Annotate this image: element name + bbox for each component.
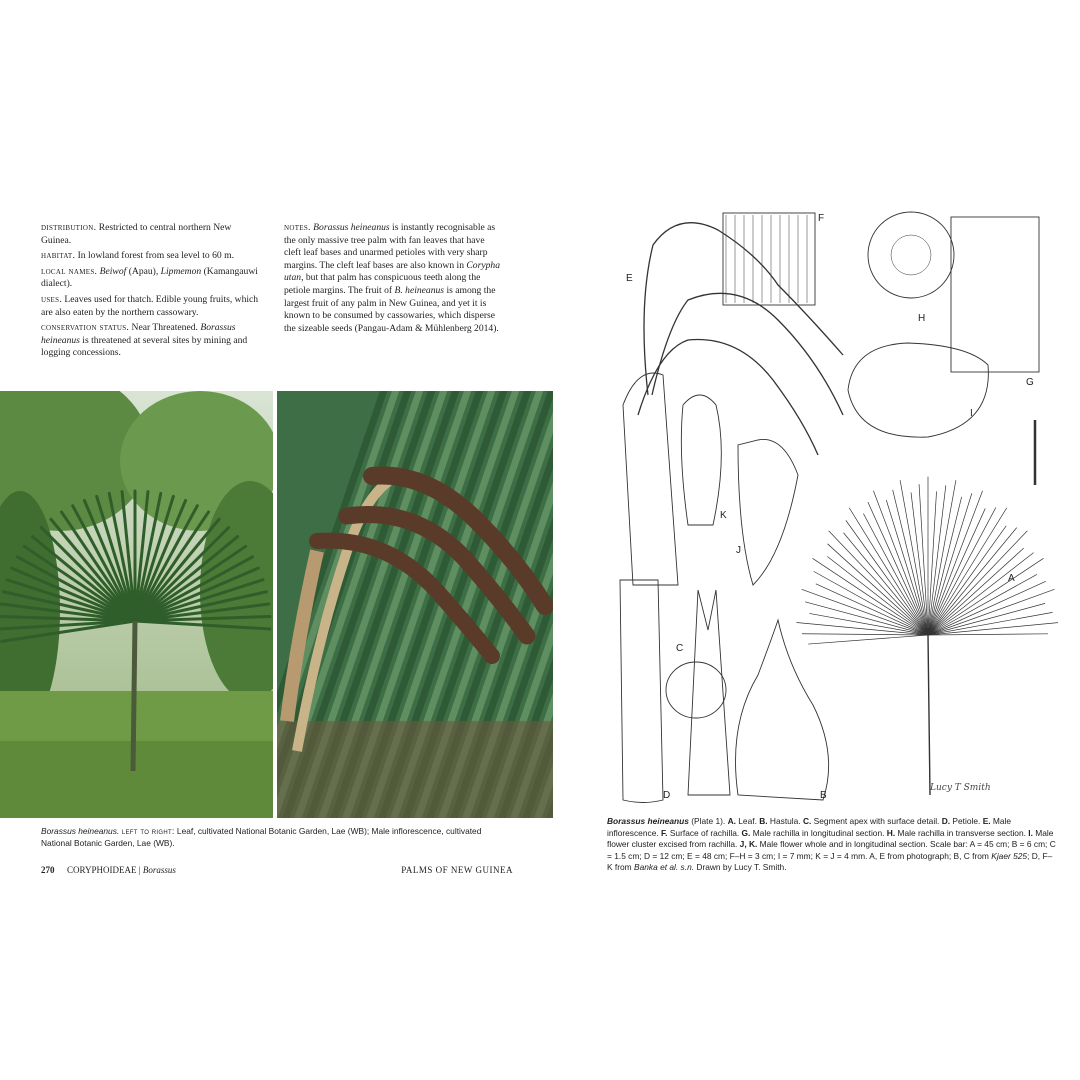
- botanical-plate: [608, 205, 1058, 805]
- inflorescence-image: [277, 391, 553, 818]
- plate-label-b: B: [820, 790, 827, 801]
- local-names-paragraph: local names. Beiwof (Apau), Lipmemon (Kamangauwi dialect).: [41, 265, 258, 290]
- plate-label-g: G: [1026, 377, 1034, 388]
- page-footer: 270 CORYPHOIDEAE | Borassus PALMS OF NEW GUINEA: [41, 865, 513, 875]
- plate-label-h: H: [918, 313, 926, 324]
- page-number: 270: [41, 865, 55, 875]
- photo-inflorescence: [277, 391, 553, 818]
- plate-illustration: [608, 205, 1058, 805]
- figure-h-section: [868, 212, 954, 298]
- plate-label-a: A: [1008, 573, 1015, 584]
- plate-label-c: C: [676, 643, 684, 654]
- figure-c-segment: [688, 590, 730, 795]
- figure-k-section: [681, 395, 721, 525]
- plate-caption: Borassus heineanus (Plate 1). A. Leaf. B. Hastula. C. Segment apex with surface detail. D. Petiole. E. Male inflorescence. F. Surface of rachilla. G. Male rachilla in longitudinal section. H. Male rachilla in transverse section. I. Male flower cluster excised from rachilla. J, K. Male flower whole and in longitudinal section. Scale bar: A = 45 cm; B = 6 cm; C = 1.5 cm; D = 12 cm; E = 48 cm; F–H = 3 cm; I = 7 mm; K = J = 4 mm. A, E from photograph; B, C from Kjaer 525; D, F–K from Banka et al. s.n. Drawn by Lucy T. Smith.: [607, 816, 1056, 872]
- figure-e-inflorescence: [623, 223, 843, 585]
- plate-label-k: K: [720, 510, 727, 521]
- photo-leaf: [0, 391, 273, 818]
- plate-label-d: D: [663, 790, 671, 801]
- habitat-paragraph: habitat. In lowland forest from sea level to 60 m.: [41, 250, 234, 262]
- notes-paragraph: notes. Borassus heineanus is instantly recognisable as the only massive tree palm with fan leaves that have cleft leaf bases and unarmed petioles with very sharp margins. The cleft leaf bases are also known in Corypha utan, but that palm has conspicuous teeth along the petiole margins. The fruit of B. heineanus is among the largest fruit of any palm in New Guinea, and yet it is known to be consumed by cassowaries, which disperse the sizeable seeds (Pangau-Adam & Mühlenberg 2014).: [284, 222, 500, 334]
- plate-label-j: J: [736, 545, 741, 556]
- figure-c-detail: [666, 662, 726, 718]
- figure-d-petiole: [620, 580, 663, 803]
- figure-j-flower: [738, 439, 798, 585]
- section-name: CORYPHOIDEAE: [67, 865, 137, 875]
- book-title: PALMS OF NEW GUINEA: [401, 865, 513, 875]
- photo-caption: Borassus heineanus. left to right: Leaf, cultivated National Botanic Garden, Lae (WB); Male inflorescence, cultivated National Botanic Garden, Lae (WB).: [41, 826, 482, 848]
- text-column-2: [284, 222, 504, 338]
- figure-b-hastula: [736, 620, 829, 800]
- distribution-paragraph: distribution. Restricted to central northern New Guinea.: [41, 222, 232, 246]
- conservation-paragraph: conservation status. Near Threatened. Borassus heineanus is threatened at several sites by mining and logging concessions.: [41, 322, 248, 359]
- figure-f-surface: [723, 213, 815, 305]
- text-column-1: [41, 222, 261, 363]
- figure-a-leaf: [796, 477, 1058, 795]
- figure-g-section: [951, 217, 1039, 372]
- plate-label-e: E: [626, 273, 633, 284]
- plate-label-i: I: [970, 408, 973, 419]
- illustrator-signature: Lucy T Smith: [930, 783, 991, 793]
- plate-label-f: F: [818, 213, 825, 224]
- uses-paragraph: uses. Leaves used for thatch. Edible young fruits, which are also eaten by the northern cassowary.: [41, 293, 259, 318]
- figure-i-cluster: [848, 343, 988, 437]
- genus-name: Borassus: [142, 865, 176, 875]
- fan-palm-image: [0, 391, 273, 818]
